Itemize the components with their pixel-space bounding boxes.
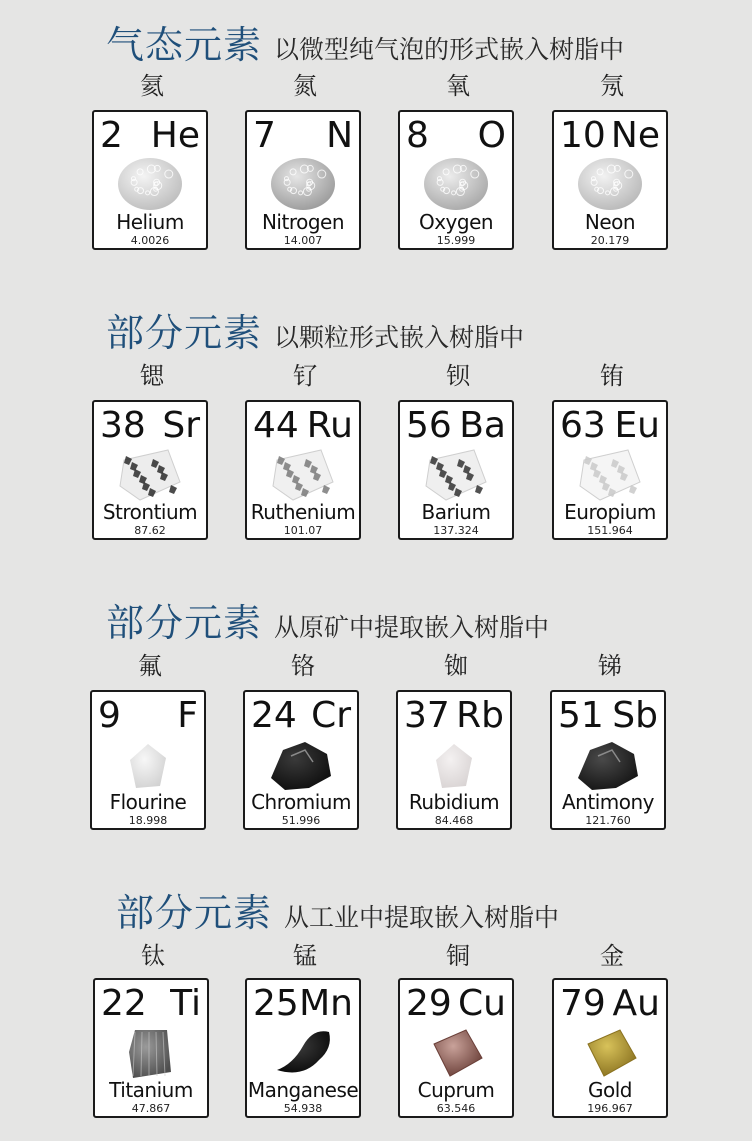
granule-icon — [570, 446, 650, 502]
element-cn-name: 氧 — [446, 72, 470, 100]
element-symbol: Rb — [456, 695, 504, 736]
element-cn-name: 锶 — [140, 362, 164, 390]
element-symbol: O — [477, 115, 506, 156]
element-cn-name: 锰 — [293, 942, 317, 970]
section-heading — [106, 14, 624, 69]
element-symbol: Mn — [299, 983, 353, 1024]
element-symbol: Ru — [306, 405, 353, 446]
atomic-mass: 47.867 — [131, 1102, 171, 1115]
atomic-number: 79 — [560, 983, 606, 1024]
bubble-sphere-icon — [110, 156, 190, 212]
atomic-mass: 15.999 — [436, 234, 476, 247]
element-card — [552, 978, 668, 1118]
element-card — [398, 110, 514, 250]
element-cn-name: 金 — [600, 942, 624, 970]
element-name: Cuprum — [417, 1078, 495, 1102]
element-symbol: Cr — [311, 695, 351, 736]
atomic-mass: 151.964 — [587, 524, 633, 537]
element-cn-name: 锑 — [598, 652, 622, 680]
section-title: 部分元素 — [106, 601, 263, 645]
atomic-number: 2 — [100, 115, 123, 156]
element-cn-name: 氮 — [293, 72, 317, 100]
element-card — [396, 690, 512, 830]
element-cn-name: 氦 — [140, 72, 164, 100]
atomic-number: 8 — [406, 115, 429, 156]
element-symbol: Sb — [612, 695, 658, 736]
atomic-mass: 84.468 — [434, 814, 474, 827]
element-symbol: F — [177, 695, 198, 736]
element-symbol: Cu — [458, 983, 506, 1024]
section-title: 部分元素 — [106, 311, 263, 355]
element-symbol: N — [326, 115, 353, 156]
crystal-icon — [108, 736, 188, 792]
metal-chunk-icon — [111, 1024, 191, 1080]
element-name: Titanium — [109, 1078, 193, 1102]
element-card — [245, 400, 361, 540]
element-card — [550, 690, 666, 830]
element-name: Antimony — [562, 790, 654, 814]
element-cn-name: 氟 — [138, 652, 162, 680]
element-name: Chromium — [251, 790, 351, 814]
atomic-number: 9 — [98, 695, 121, 736]
element-symbol: Ti — [170, 983, 201, 1024]
element-card — [552, 400, 668, 540]
element-name: Oxygen — [418, 210, 494, 234]
element-card — [398, 400, 514, 540]
atomic-mass: 51.996 — [281, 814, 321, 827]
atomic-mass: 87.62 — [134, 524, 166, 537]
atomic-number: 25 — [253, 983, 299, 1024]
bubble-sphere-icon — [570, 156, 650, 212]
atomic-mass: 101.07 — [283, 524, 323, 537]
ore-chunk-icon — [568, 736, 648, 792]
atomic-mass: 20.179 — [590, 234, 630, 247]
atomic-number: 56 — [406, 405, 452, 446]
section-subtitle: 以微型纯气泡的形式嵌入树脂中 — [274, 35, 625, 64]
element-cn-name: 铕 — [600, 362, 624, 390]
element-name: Europium — [564, 500, 656, 524]
atomic-number: 37 — [404, 695, 450, 736]
crystal-icon — [414, 736, 494, 792]
element-symbol: Au — [612, 983, 660, 1024]
bubble-sphere-icon — [416, 156, 496, 212]
section-heading — [106, 302, 524, 357]
atomic-mass: 121.760 — [585, 814, 631, 827]
element-card — [93, 978, 209, 1118]
atomic-mass: 14.007 — [283, 234, 323, 247]
atomic-mass: 63.546 — [436, 1102, 476, 1115]
section-title: 气态元素 — [106, 23, 263, 67]
atomic-number: 7 — [253, 115, 276, 156]
element-symbol: Sr — [162, 405, 200, 446]
element-name: Nitrogen — [261, 210, 345, 234]
element-name: Gold — [588, 1078, 632, 1102]
element-card — [245, 110, 361, 250]
atomic-number: 38 — [100, 405, 146, 446]
element-cn-name: 钛 — [141, 942, 165, 970]
element-name: Flourine — [109, 790, 187, 814]
granule-icon — [416, 446, 496, 502]
atomic-number: 24 — [251, 695, 297, 736]
element-cn-name: 氖 — [600, 72, 624, 100]
atomic-mass: 18.998 — [128, 814, 168, 827]
atomic-number: 29 — [406, 983, 452, 1024]
section-heading — [116, 882, 559, 937]
element-cn-name: 铜 — [446, 942, 470, 970]
element-card — [243, 690, 359, 830]
element-card — [245, 978, 361, 1118]
element-name: Manganese — [247, 1078, 359, 1102]
section-title: 部分元素 — [116, 891, 273, 935]
element-name: Rubidium — [408, 790, 500, 814]
section-subtitle: 以颗粒形式嵌入树脂中 — [274, 323, 525, 352]
element-cn-name: 铬 — [291, 652, 315, 680]
atomic-mass: 196.967 — [587, 1102, 633, 1115]
element-name: Ruthenium — [250, 500, 356, 524]
atomic-number: 63 — [560, 405, 606, 446]
element-card — [398, 978, 514, 1118]
element-symbol: Ne — [610, 115, 660, 156]
section-subtitle: 从原矿中提取嵌入树脂中 — [274, 613, 550, 642]
element-symbol: He — [150, 115, 200, 156]
atomic-number: 22 — [101, 983, 147, 1024]
atomic-mass: 54.938 — [283, 1102, 323, 1115]
bubble-sphere-icon — [263, 156, 343, 212]
element-card — [90, 690, 206, 830]
element-name: Barium — [421, 500, 491, 524]
atomic-number: 51 — [558, 695, 604, 736]
section-heading — [106, 592, 549, 647]
element-cn-name: 钡 — [446, 362, 470, 390]
element-card — [92, 400, 208, 540]
element-card — [92, 110, 208, 250]
metal-sheet-icon — [416, 1024, 496, 1080]
element-card — [552, 110, 668, 250]
metal-sheet-icon — [570, 1024, 650, 1080]
metal-flake-icon — [263, 1024, 343, 1080]
element-cn-name: 铷 — [444, 652, 468, 680]
atomic-number: 10 — [560, 115, 606, 156]
element-name: Neon — [584, 210, 636, 234]
granule-icon — [263, 446, 343, 502]
element-symbol: Eu — [614, 405, 660, 446]
element-name: Strontium — [102, 500, 198, 524]
element-name: Helium — [116, 210, 184, 234]
element-cn-name: 钌 — [293, 362, 317, 390]
element-symbol: Ba — [459, 405, 506, 446]
atomic-mass: 137.324 — [433, 524, 479, 537]
section-subtitle: 从工业中提取嵌入树脂中 — [284, 903, 560, 932]
atomic-mass: 4.0026 — [130, 234, 170, 247]
ore-chunk-icon — [261, 736, 341, 792]
granule-icon — [110, 446, 190, 502]
atomic-number: 44 — [253, 405, 299, 446]
